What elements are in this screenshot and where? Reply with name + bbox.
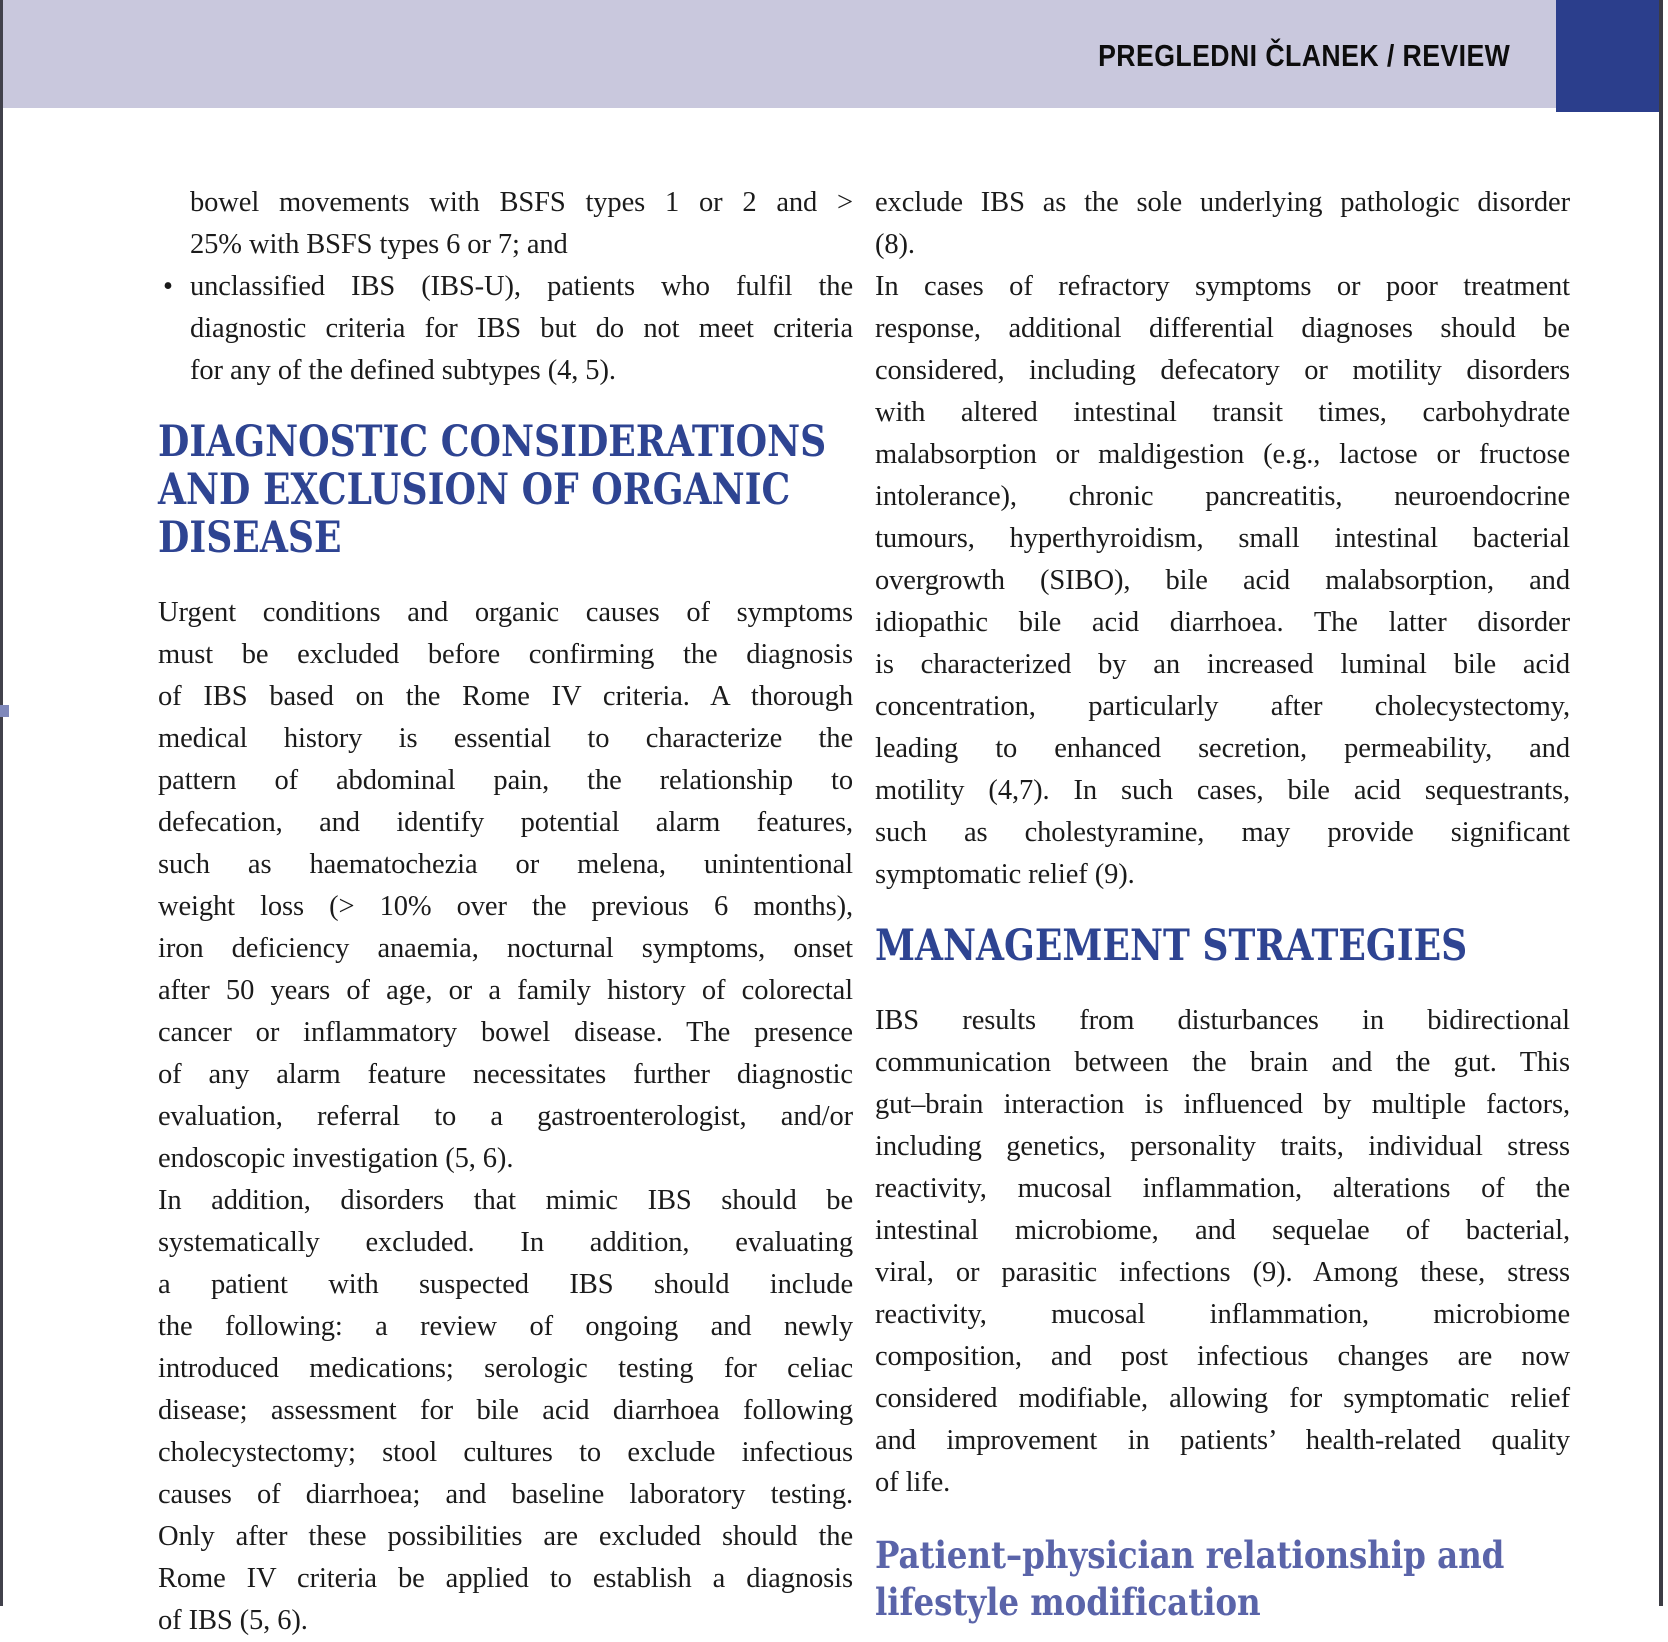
text-line: cholecystectomy; stool cultures to exclude infectious [158,1437,853,1468]
text-line: considered, including defecatory or motility disorders [875,355,1570,386]
text-line: such as haematochezia or melena, unintentional [158,849,853,880]
text-line: response, additional differential diagnoses should be [875,313,1570,344]
text-line: of IBS based on the Rome IV criteria. A thorough [158,681,853,712]
section-heading-management-text: MANAGEMENT STRATEGIES [875,921,1468,971]
text-line: endoscopic investigation (5, 6). [158,1143,514,1174]
page-edge-right [1659,0,1663,1606]
header-corner-accent [1556,0,1659,112]
subsection-heading-patient-physician [875,1532,1505,1626]
bullet-marker: • [163,271,173,302]
text-line: viral, or parasitic infections (9). Among these, stress [875,1257,1570,1288]
text-line: must be excluded before confirming the diagnosis [158,639,853,670]
text-line: In cases of refractory symptoms or poor treatment [875,271,1570,302]
text-line: Only after these possibilities are excluded should the [158,1521,853,1552]
text-line: defecation, and identify potential alarm features, [158,807,853,838]
text-line: communication between the brain and the gut. This [875,1047,1570,1078]
text-line: IBS results from disturbances in bidirectional [875,1005,1570,1036]
text-line: disease; assessment for bile acid diarrhoea following [158,1395,853,1426]
paragraph-disorders-mimic [158,1180,853,1642]
text-line: reactivity, mucosal inflammation, alterations of the [875,1173,1570,1204]
text-line: Urgent conditions and organic causes of symptoms [158,597,853,628]
paragraph-exclude-ibs [875,182,1570,266]
text-line: evaluation, referral to a gastroenterologist, and/or [158,1101,853,1132]
text-line: considered modifiable, allowing for symptomatic relief [875,1383,1570,1414]
right-column [875,182,1570,1626]
text-line: Rome IV criteria be applied to establish a diagnosis [158,1563,853,1594]
text-line: Patient–physician relationship and [875,1533,1505,1577]
text-line: medical history is essential to characterize the [158,723,853,754]
text-line: composition, and post infectious changes are now [875,1341,1570,1372]
text-line: causes of diarrhoea; and baseline laboratory testing. [158,1479,853,1510]
text-line: AND EXCLUSION OF ORGANIC [158,465,791,515]
text-line: of life. [875,1467,951,1498]
page-edge-tick [0,705,9,717]
text-line: overgrowth (SIBO), bile acid malabsorption, and [875,565,1570,596]
text-line: DISEASE [158,513,342,563]
text-line: (8). [875,229,915,260]
text-line: cancer or inflammatory bowel disease. The presence [158,1017,853,1048]
paragraph-urgent-conditions [158,592,853,1180]
text-line: of any alarm feature necessitates further diagnostic [158,1059,853,1090]
text-line: bowel movements with BSFS types 1 or 2 and > [190,187,853,218]
bullet-continuation [158,182,853,266]
header-review-label-text: PREGLEDNI ČLANEK / REVIEW [1097,38,1510,73]
text-line: introduced medications; serologic testing for celiac [158,1353,853,1384]
text-line: leading to enhanced secretion, permeability, and [875,733,1570,764]
text-line: motility (4,7). In such cases, bile acid sequestrants, [875,775,1570,806]
text-line: and improvement in patients’ health-related quality [875,1425,1570,1456]
section-heading-management [875,921,1468,971]
text-line: unclassified IBS (IBS-U), patients who fulfil the [190,271,853,302]
text-line: of IBS (5, 6). [158,1605,308,1636]
text-line: diagnostic criteria for IBS but do not meet criteria [190,313,853,344]
text-line: exclude IBS as the sole underlying pathologic disorder [875,187,1570,218]
text-line: tumours, hyperthyroidism, small intestinal bacterial [875,523,1570,554]
text-line: reactivity, mucosal inflammation, microbiome [875,1299,1570,1330]
text-line: DIAGNOSTIC CONSIDERATIONS [158,417,827,467]
text-line: iron deficiency anaemia, nocturnal symptoms, onset [158,933,853,964]
text-line: for any of the defined subtypes (4, 5). [190,355,616,386]
bullet-item-text [190,266,853,392]
page-edge-left [0,0,3,1606]
text-line: idiopathic bile acid diarrhoea. The latter disorder [875,607,1570,638]
header-review-label [1031,0,1510,108]
text-line: In addition, disorders that mimic IBS should be [158,1185,853,1216]
text-line: such as cholestyramine, may provide significant [875,817,1570,848]
section-heading-diagnostic [158,417,827,563]
text-line: a patient with suspected IBS should include [158,1269,853,1300]
text-line: symptomatic relief (9). [875,859,1135,890]
text-line: intestinal microbiome, and sequelae of bacterial, [875,1215,1570,1246]
text-line: gut–brain interaction is influenced by multiple factors, [875,1089,1570,1120]
text-line: is characterized by an increased luminal bile acid [875,649,1570,680]
text-line: malabsorption or maldigestion (e.g., lactose or fructose [875,439,1570,470]
text-line: concentration, particularly after cholecystectomy, [875,691,1570,722]
bullet-item [158,266,853,392]
paragraph-refractory-symptoms [875,266,1570,896]
left-column [158,182,853,1642]
text-line: systematically excluded. In addition, evaluating [158,1227,853,1258]
text-line: the following: a review of ongoing and newly [158,1311,853,1342]
text-line: including genetics, personality traits, individual stress [875,1131,1570,1162]
text-line: intolerance), chronic pancreatitis, neuroendocrine [875,481,1570,512]
text-line: with altered intestinal transit times, carbohydrate [875,397,1570,428]
text-line: weight loss (> 10% over the previous 6 months), [158,891,853,922]
text-line: after 50 years of age, or a family history of colorectal [158,975,853,1006]
text-line: lifestyle modification [875,1580,1261,1624]
paragraph-ibs-results [875,1000,1570,1504]
text-line: 25% with BSFS types 6 or 7; and [190,229,568,260]
text-line: pattern of abdominal pain, the relationship to [158,765,853,796]
